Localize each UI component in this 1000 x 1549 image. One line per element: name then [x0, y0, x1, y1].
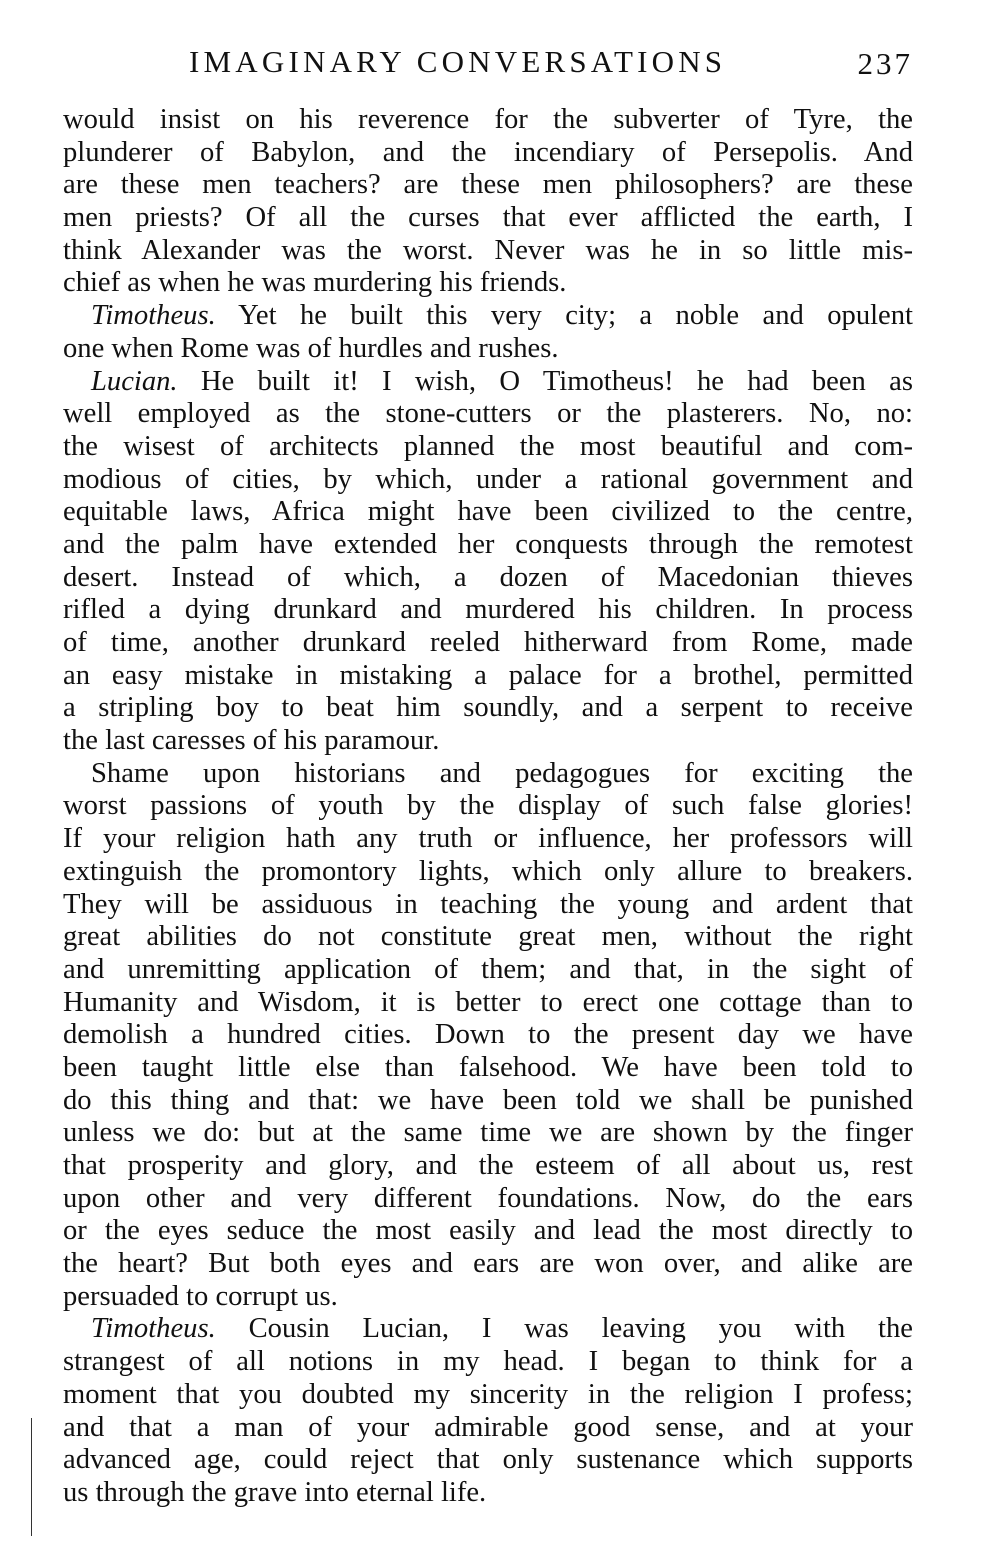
paragraph	[63, 1313, 913, 1509]
text-line	[63, 1313, 913, 1346]
text-line: the wisest of architects planned the most beautiful and com-	[63, 430, 913, 462]
page-number: 237	[857, 46, 913, 81]
paragraph	[63, 300, 913, 365]
line-text: He built it! I wish, O Timotheus! he had been as	[177, 365, 913, 397]
paragraph	[63, 758, 913, 1314]
paragraph	[63, 366, 913, 758]
text-line	[63, 300, 913, 333]
text-line: an easy mistake in mistaking a palace for a brothel, permitted	[63, 659, 913, 691]
text-line: strangest of all notions in my head. I began to think for a	[63, 1346, 913, 1378]
text-line: that prosperity and glory, and the esteem of all about us, rest	[63, 1150, 913, 1181]
running-title: IMAGINARY CONVERSATIONS	[189, 44, 727, 79]
text-line: chief as when he was murdering his friends.	[63, 267, 567, 299]
text-line: well employed as the stone-cutters or the plasterers. No, no:	[63, 398, 913, 430]
text-line: us through the grave into eternal life.	[63, 1476, 487, 1508]
text-line: think Alexander was the worst. Never was he in so little mis-	[63, 234, 913, 266]
running-head	[63, 44, 913, 84]
speaker-name: Timotheus.	[91, 300, 216, 332]
text-line: Shame upon historians and pedagogues for exciting the	[91, 757, 913, 789]
text-line: If your religion hath any truth or influence, her professors will	[63, 823, 913, 855]
text-line: unless we do: but at the same time we are shown by the finger	[63, 1117, 913, 1149]
text-line: and that a man of your admirable good sense, and at your	[63, 1411, 913, 1443]
text-line: of time, another drunkard reeled hitherward from Rome, made	[63, 627, 913, 658]
text-line: advanced age, could reject that only sustenance which supports	[63, 1444, 913, 1476]
text-line: modious of cities, by which, under a rational government and	[63, 463, 913, 495]
text-line: moment that you doubted my sincerity in the religion I profess;	[63, 1378, 913, 1410]
text-line	[63, 366, 913, 399]
text-line: plunderer of Babylon, and the incendiary of Persepolis. And	[63, 136, 913, 168]
text-line: do this thing and that: we have been told we shall be punished	[63, 1084, 913, 1116]
paragraph	[63, 104, 913, 300]
line-text: Yet he built this very city; a noble and opulent	[215, 300, 913, 332]
text-line: persuaded to corrupt us.	[63, 1280, 338, 1312]
text-line: would insist on his reverence for the subverter of Tyre, the	[63, 104, 913, 135]
body-text	[63, 104, 913, 1510]
text-line: They will be assiduous in teaching the young and ardent that	[63, 888, 913, 920]
text-line: equitable laws, Africa might have been civilized to the centre,	[63, 496, 913, 528]
margin-rule	[31, 1418, 32, 1536]
text-line: men priests? Of all the curses that ever afflicted the earth, I	[63, 202, 913, 234]
text-line: worst passions of youth by the display of such false glories!	[63, 790, 913, 822]
speaker-name: Timotheus.	[91, 1313, 216, 1345]
text-line: or the eyes seduce the most easily and lead the most directly to	[63, 1215, 913, 1247]
text-line: desert. Instead of which, a dozen of Macedonian thieves	[63, 561, 913, 593]
text-line: Humanity and Wisdom, it is better to erect one cottage than to	[63, 986, 913, 1018]
text-line: are these men teachers? are these men philosophers? are these	[63, 169, 913, 201]
text-line: and unremitting application of them; and that, in the sight of	[63, 953, 913, 985]
text-line: the last caresses of his paramour.	[63, 725, 440, 757]
text-line: one when Rome was of hurdles and rushes.	[63, 332, 559, 364]
text-line: been taught little else than falsehood. We have been told to	[63, 1051, 913, 1083]
line-text: Cousin Lucian, I was leaving you with the	[215, 1313, 913, 1345]
text-line: extinguish the promontory lights, which only allure to breakers.	[63, 855, 913, 887]
text-line: demolish a hundred cities. Down to the present day we have	[63, 1019, 913, 1051]
text-line: a stripling boy to beat him soundly, and a serpent to receive	[63, 692, 913, 724]
text-line: upon other and very different foundations. Now, do the ears	[63, 1182, 913, 1214]
text-line: great abilities do not constitute great men, without the right	[63, 921, 913, 953]
text-line: and the palm have extended her conquests through the remotest	[63, 528, 913, 560]
text-line: rifled a dying drunkard and murdered his children. In process	[63, 594, 913, 626]
text-line: the heart? But both eyes and ears are won over, and alike are	[63, 1248, 913, 1280]
speaker-name: Lucian.	[91, 365, 178, 397]
